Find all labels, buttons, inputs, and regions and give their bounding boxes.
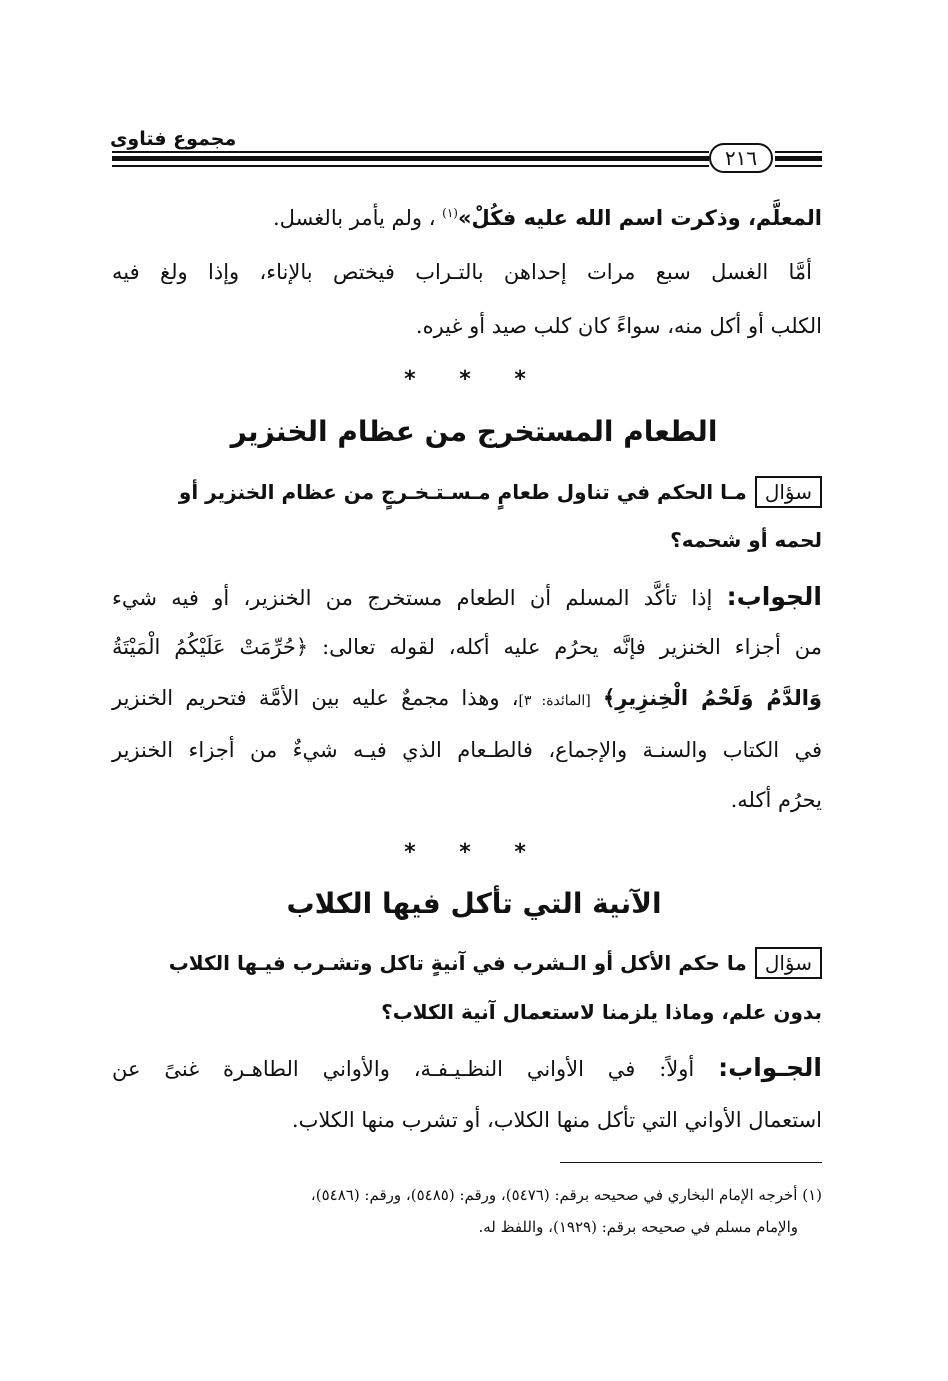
header-rule [775,151,822,153]
answer-line: يحرُم أكله. [730,788,822,812]
question-text: ما حكم الأكل أو الـشرب في آنيةٍ تاكل وتشـرب فيـها الكلاب [168,951,747,975]
question-line: لحمه أو شحمه؟ [670,528,822,552]
answer-label: الجـواب: [718,1053,822,1082]
answer-line: استعمال الأواني التي تأكل منها الكلاب، أو تشرب منها الكلاب. [291,1108,822,1132]
paragraph-line: الكلب أو أكل منه، سواءً كان كلب صيد أو غيره. [415,314,822,338]
answer-text: أولاً: في الأواني النظـيـفـة، والأواني الطاهـرة غنىً عن [112,1057,695,1081]
text-run: ، ولم يأمر بالغسل. [272,206,436,230]
header-rule [775,165,822,167]
question-line [112,946,822,980]
header-rule [112,156,709,161]
question-line [112,475,822,509]
section-separator: * * * [404,367,544,392]
paragraph-line: أمَّا الغسل سبع مرات إحداهن بالتـراب فيختص بالإناء، وإذا ولغ فيه [112,260,812,284]
header-rule [112,151,709,153]
footnote-line: (١) أخرجه الإمام البخاري في صحيحه برقم: (٥٤٧٦)، ورقم: (٥٤٨٥)، ورقم: (٥٤٨٦)، [310,1186,822,1204]
footnote-line: والإمام مسلم في صحيحه برقم: (١٩٢٩)، واللفظ له. [478,1218,798,1236]
answer-line: في الكتاب والسنـة والإجماع، فالطـعام الذي فيـه شيءٌ من أجزاء الخنزير [112,738,822,762]
answer-line: من أجزاء الخنزير فإنَّه يحرُم عليه أكله، لقوله تعالى: ﴿حُرِّمَتْ عَلَيْكُمُ الْمَيْتَةُ [112,635,822,659]
section-heading: الطعام المستخرج من عظام الخنزير [230,415,718,448]
footnote-marker: (١) [442,206,458,220]
section-heading: الآنية التي تأكل فيها الكلاب [286,887,662,920]
answer-label: الجواب: [726,582,822,611]
page-number: ٢١٦ [709,143,773,173]
answer-text: ، وهذا مجمعٌ عليه بين الأمَّة فتحريم الخنزير [112,686,519,710]
answer-text: إذا تأكَّد المسلم أن الطعام مستخرج من الخنزير، أو فيه شيء [112,586,713,610]
header-rule [112,165,709,167]
quran-verse: وَالدَّمُ وَلَحْمُ الْخِنزِيرِ﴾ [602,686,822,710]
answer-line [112,1053,822,1084]
question-label: سؤال [755,947,822,979]
verse-reference: [المائدة: ٣] [518,693,591,709]
question-text: مـا الحكم في تناول طعامٍ مـسـتـخـرجٍ من عظام الخنزير أو [178,480,747,504]
answer-line [112,582,822,613]
hadith-quote: المعلَّم، وذكرت اسم الله عليه فكُلْ» [457,206,822,230]
section-separator: * * * [404,840,544,865]
question-line: بدون علم، وماذا يلزمنا لاستعمال آنية الكلاب؟ [381,1000,822,1024]
footnote-rule [560,1162,822,1163]
paragraph-line [112,198,822,233]
header-rule [775,156,822,161]
running-header-title: مجموع فتاوى [110,128,237,150]
answer-line [112,683,822,716]
question-label: سؤال [755,476,822,508]
